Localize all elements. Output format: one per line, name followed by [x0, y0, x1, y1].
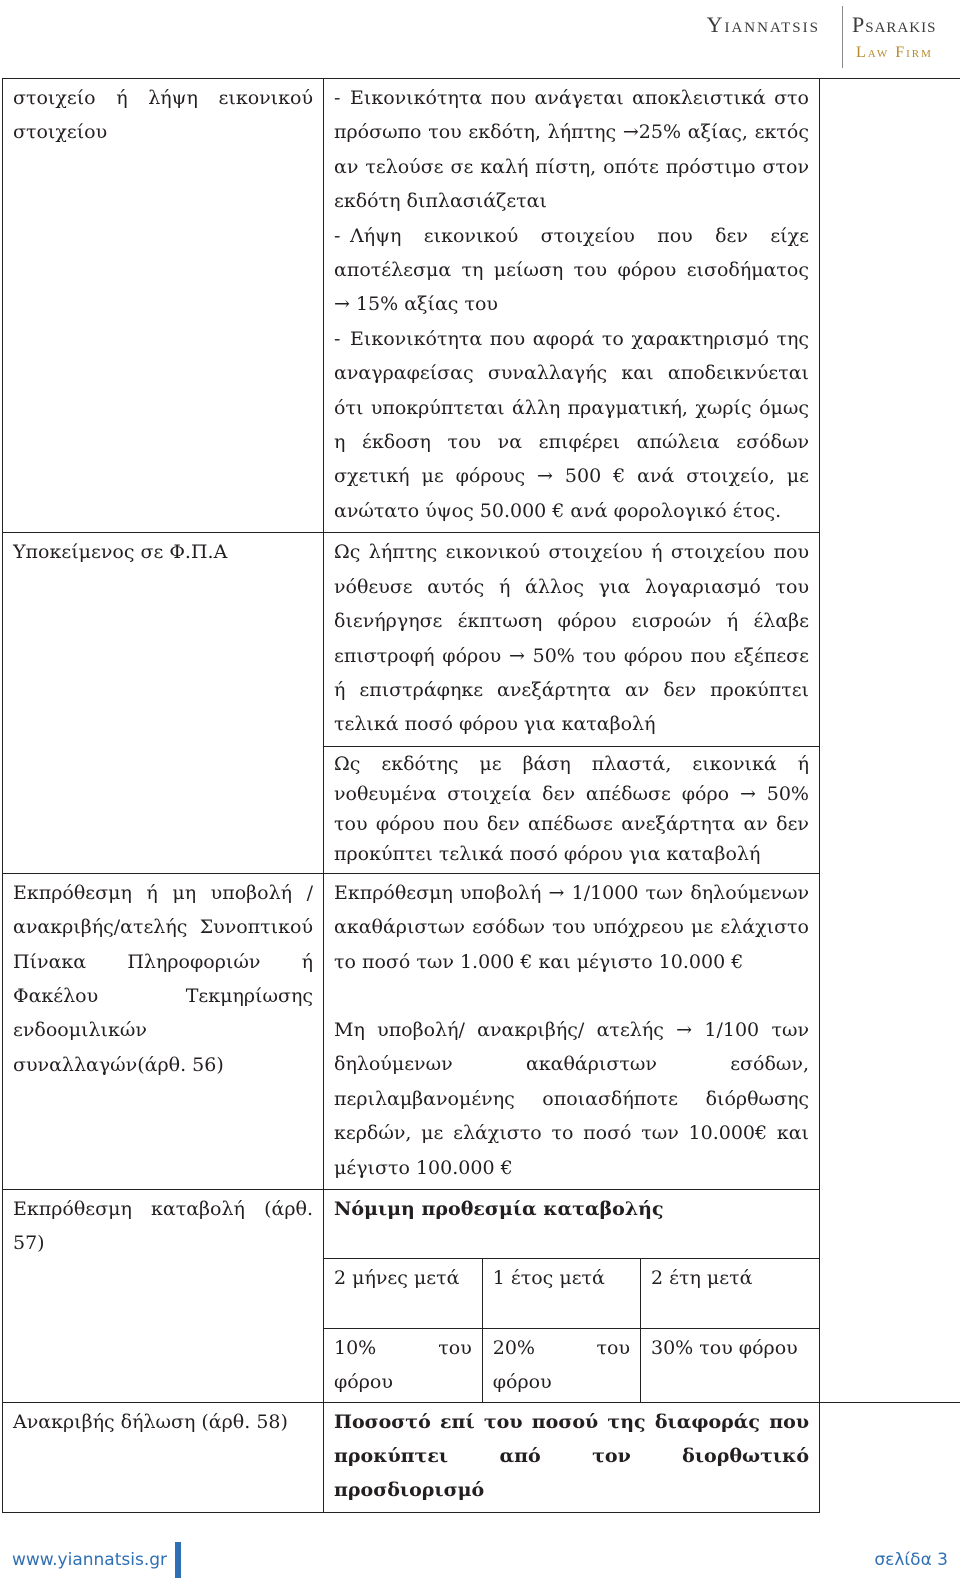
- row4-label-cell: [3, 1189, 324, 1402]
- row2-text2: Ως εκδότης με βάση πλαστά, εικονικά ή νοθευμένα στοιχεία δεν απέδωσε φόρο → 50% του φόρου που δεν απέδωσε ανεξάρτητα αν δεν προκύπτει τελικά ποσό φόρου για καταβολή: [324, 746, 820, 873]
- table-row: [3, 79, 960, 533]
- row4-heading: Νόμιμη προθεσμία καταβολής: [334, 1197, 664, 1220]
- row5-text: Ποσοστό επί του ποσού της διαφοράς που προκύπτει από τον διορθωτικό προσδιορισμό: [334, 1410, 809, 1502]
- rate-3: 30% του φόρου: [641, 1328, 820, 1401]
- table-row: [3, 1189, 960, 1402]
- period-2: 1 έτος μετά: [482, 1259, 640, 1328]
- table-row: [3, 873, 960, 1189]
- row2-label: Υποκείμενος σε Φ.Π.Α: [3, 533, 324, 873]
- page-number: σελίδα 3: [874, 1550, 948, 1570]
- table-row: [3, 1402, 960, 1512]
- late-payment-subtable: [324, 1258, 819, 1401]
- row5-label: Ανακριβής δήλωση (άρθ. 58): [3, 1402, 324, 1512]
- list-item: - Εικονικότητα που αφορά το χαρακτηρισμό της αναγραφείσας συναλλαγής και αποδεικνύεται ότι υποκρύπτεται άλλη πραγματική, χωρίς όμως η έκδοση του να επιφέρει απώλεια εσόδων σχετική με φόρους → 500 € ανά στοιχείο, με ανώτατο ύψος 50.000 € ανά φορολογικό έτος.: [334, 327, 809, 522]
- page-footer: [0, 1536, 960, 1584]
- firm-logo-right: Psarakis: [852, 12, 937, 37]
- rate-1: 10% του φόρου: [324, 1328, 482, 1401]
- rate-2: 20% του φόρου: [482, 1328, 640, 1401]
- penalties-table: [2, 78, 960, 1513]
- period-1: 2 μήνες μετά: [324, 1259, 482, 1328]
- list-item: - Λήψη εικονικού στοιχείου που δεν είχε αποτέλεσμα τη μείωση του φόρου εισοδήματος → 15% αξίας του: [334, 224, 809, 316]
- row5-text-cell: [324, 1402, 820, 1512]
- row4-content: [324, 1189, 820, 1402]
- row1-content: [324, 79, 820, 533]
- footer-accent-bar: [175, 1542, 181, 1578]
- row1-bullet3: Εικονικότητα που αφορά το χαρακτηρισμό της αναγραφείσας συναλλαγής και αποδεικνύεται ότι υποκρύπτεται άλλη πραγματική, χωρίς όμως η έκδοση του να επιφέρει απώλεια εσόδων σχετική με φόρους → 500 € ανά στοιχείο, με ανώτατο ύψος 50.000 € ανά φορολογικό έτος.: [334, 327, 809, 522]
- firm-logo-subtitle: Law Firm: [856, 44, 933, 61]
- page-header: [0, 0, 960, 72]
- period-3: 2 έτη μετά: [641, 1259, 820, 1328]
- row2-text1: Ως λήπτης εικονικού στοιχείου ή στοιχείου που νόθευσε αυτός ή άλλος για λογαριασμό του διενήργησε έκπτωση φόρου εισροών ή έλαβε επιστροφή φόρου → 50% του φόρου που εξέπεσε ή επιστράφηκε ανεξάρτητα αν δεν προκύπτει τελικά ποσό φόρου για καταβολή: [324, 533, 820, 746]
- row3-text1: Εκπρόθεσμη υποβολή → 1/1000 των δηλούμενων ακαθάριστων εσόδων του υπόχρεου με ελάχιστο το ποσό των 1.000 € και μέγιστο 10.000 €: [334, 881, 809, 973]
- row1-bullet2: Λήψη εικονικού στοιχείου που δεν είχε αποτέλεσμα τη μείωση του φόρου εισοδήματος → 15% αξίας του: [334, 224, 809, 316]
- table-row: [324, 1259, 819, 1328]
- row4-label: Εκπρόθεσμη καταβολή (άρθ. 57): [13, 1197, 313, 1255]
- row3-content: [324, 873, 820, 1189]
- row3-text2: Μη υποβολή/ ανακριβής/ ατελής → 1/100 των δηλούμενων ακαθάριστων εσόδων, περιλαμβανομένης οποιασδήποτε διόρθωσης κερδών, με ελάχιστο το ποσό των 10.000€ και μέγιστο 100.000 €: [334, 1018, 809, 1179]
- row3-label: Εκπρόθεσμη ή μη υποβολή /ανακριβής/ατελής Συνοπτικού Πίνακα Πληροφοριών ή Φακέλου Τεκμηρίωσης ενδοομιλικών συναλλαγών(άρθ. 56): [3, 873, 324, 1189]
- row1-label: στοιχείο ή λήψη εικονικού στοιχείου: [3, 79, 324, 533]
- table-row: [324, 1328, 819, 1401]
- website-link[interactable]: www.yiannatsis.gr: [12, 1550, 168, 1570]
- row1-bullet1: Εικονικότητα που ανάγεται αποκλειστικά στο πρόσωπο του εκδότη, λήπτης →25% αξίας, εκτός αν τελούσε σε καλή πίστη, οπότε πρόστιμο στον εκδότη διπλασιάζεται: [334, 87, 809, 213]
- table-row: [3, 533, 960, 746]
- firm-logo-left: Yiannatsis: [706, 12, 820, 37]
- logo-divider: [842, 6, 843, 68]
- list-item: - Εικονικότητα που ανάγεται αποκλειστικά στο πρόσωπο του εκδότη, λήπτης →25% αξίας, εκτός αν τελούσε σε καλή πίστη, οπότε πρόστιμο στον εκδότη διπλασιάζεται: [334, 87, 809, 213]
